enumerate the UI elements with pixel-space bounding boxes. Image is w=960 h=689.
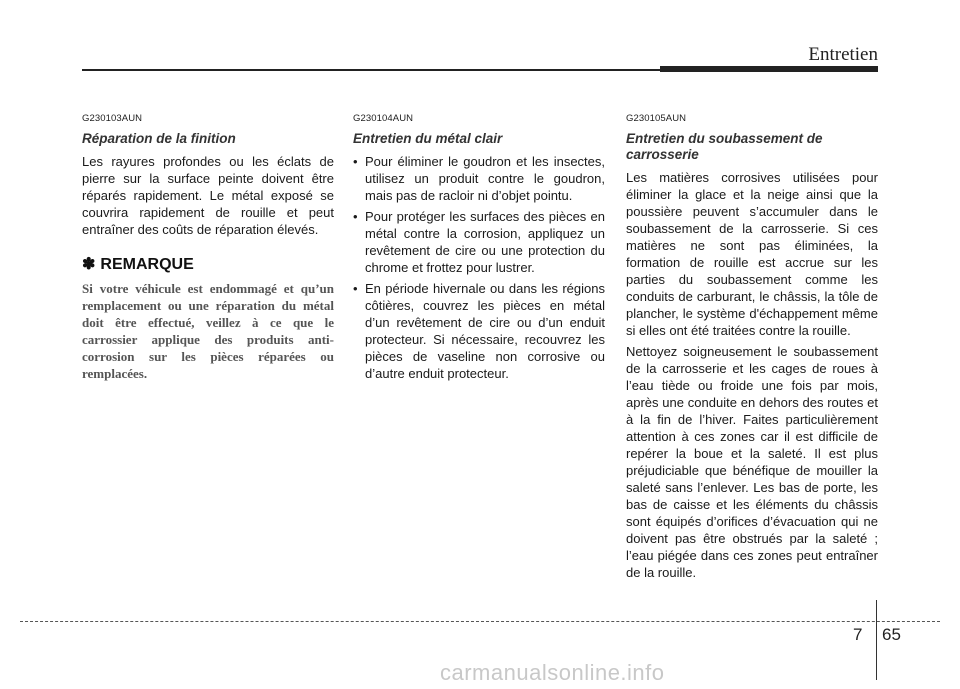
chapter-number: 7 — [853, 625, 863, 644]
header-rule-accent — [660, 66, 878, 72]
section-code: G230105AUN — [626, 113, 687, 124]
watermark: carmanualsonline.info — [440, 660, 665, 685]
list-item — [353, 153, 605, 204]
list-item-text: En période hivernale ou dans les régions côtières, couvrez les pièces en métal d’un revêtement de cire ou d’un enduit protecteur. Si nécessaire, recouvrez les pièces de vaseline non corrosive ou d’autre enduit protecteur. — [365, 281, 605, 381]
header-title: Entretien — [808, 44, 878, 65]
remark-text: Si votre véhicule est endommagé et qu’un remplacement ou une réparation du métal doit être effectué, veillez à ce que le carrossier applique des produits anti-corrosion sur les pièces réparées ou remplacées. — [82, 281, 334, 381]
list-item-text: Pour protéger les surfaces des pièces en métal contre la corrosion, appliquez un revêtement de cire ou une protection du chrome et frottez pour lustrer. — [365, 209, 605, 275]
section-heading: Entretien du soubassement de carrosserie — [626, 131, 823, 162]
section-paragraph: Nettoyez soigneusement le soubassement de la carrosserie et les cages de roues à l’eau tiède ou froide une fois par mois, après une conduite en dehors des routes et à la fin de l’hiver. Faites particulièrement attention à ces zones car il est difficile de repérer la boue et la saleté. Il est plus préjudiciable que bénéfique de mouiller la saleté sans l’enlever. Les bas de porte, les bas de caisse et les éléments du châssis sont équipés d’orifices d’évacuation qui ne doivent pas être obstrués par la saleté ; l’eau piégée dans ces zones peut entraîner de la rouille. — [626, 344, 878, 580]
section-paragraph: Les rayures profondes ou les éclats de pierre sur la surface peinte doivent être réparés rapidement. Le métal exposé se couvrira rapidement de rouille et peut entraîner des coûts de réparation élevés. — [82, 154, 334, 237]
page-number: 65 — [882, 625, 901, 644]
section-heading: Entretien du métal clair — [353, 131, 503, 146]
section-code: G230104AUN — [353, 113, 414, 124]
column-bright-metal — [353, 113, 605, 386]
list-item-text: Pour éliminer le goudron et les insectes, utilisez un produit contre le goudron, mais pas de racloir ni d’objet pointu. — [365, 154, 605, 203]
remark-title — [82, 254, 334, 274]
header-rule — [82, 69, 702, 71]
bullet-icon: • — [353, 281, 358, 296]
footer-dashed-rule — [20, 621, 940, 622]
column-underbody — [626, 113, 878, 585]
section-code: G230103AUN — [82, 113, 143, 124]
list-item — [353, 280, 605, 382]
remark-title-label: REMARQUE — [100, 256, 194, 273]
column-finish-repair — [82, 113, 334, 382]
bullet-icon: • — [353, 209, 358, 224]
section-heading: Réparation de la finition — [82, 131, 236, 146]
bullet-list — [353, 153, 605, 382]
footer-separator — [876, 600, 877, 680]
asterisk-icon: ✽ — [82, 256, 96, 273]
section-paragraph: Les matières corrosives utilisées pour éliminer la glace et la neige ainsi que la poussière peuvent s’accumuler dans le soubassement de la carrosserie. Si ces matières ne sont pas éliminées, la formation de rouille est accrue sur les parties du soubassement comme les conduits de carburant, le châssis, la tôle de plancher, le système d'échappement même si elles ont été traitées contre la rouille. — [626, 170, 878, 338]
bullet-icon: • — [353, 154, 358, 169]
list-item — [353, 208, 605, 276]
